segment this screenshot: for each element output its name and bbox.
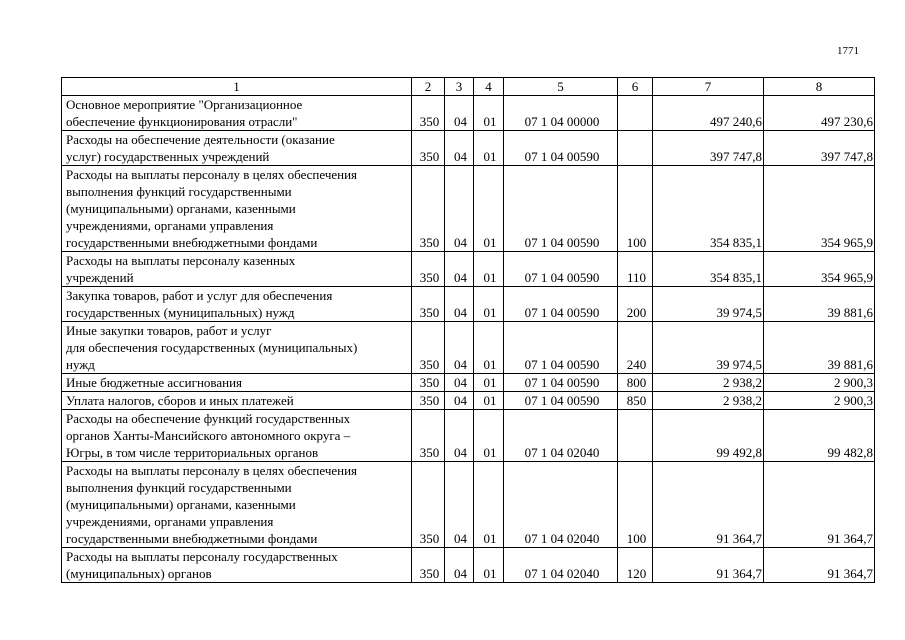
target-article-code: 07 1 04 02040 [504, 410, 618, 462]
ministry-code: 350 [412, 410, 445, 462]
column-header: 2 [412, 78, 445, 96]
target-article-code: 07 1 04 00590 [504, 252, 618, 287]
subsection-code: 01 [474, 96, 504, 131]
subsection-code: 01 [474, 410, 504, 462]
column-header: 7 [653, 78, 764, 96]
expense-name: Расходы на выплаты персоналу в целях обеспечения выполнения функций государственными (муниципальными) органами, казенными учреждениями, органами управления государственными внебюджетными фондами [62, 462, 412, 548]
column-header: 6 [618, 78, 653, 96]
expense-name: Иные закупки товаров, работ и услуг для обеспечения государственных (муниципальных) нужд [62, 322, 412, 374]
amount-col7: 91 364,7 [653, 462, 764, 548]
section-code: 04 [445, 322, 474, 374]
section-code: 04 [445, 287, 474, 322]
amount-col7: 397 747,8 [653, 131, 764, 166]
target-article-code: 07 1 04 00590 [504, 287, 618, 322]
amount-col8: 354 965,9 [764, 252, 875, 287]
expense-type-code [618, 131, 653, 166]
amount-col8: 2 900,3 [764, 392, 875, 410]
column-header: 8 [764, 78, 875, 96]
expense-name: Расходы на выплаты персоналу в целях обеспечения выполнения функций государственными (муниципальными) органами, казенными учреждениями, органами управления государственными внебюджетными фондами [62, 166, 412, 252]
expense-name: Основное мероприятие "Организационное обеспечение функционирования отрасли" [62, 96, 412, 131]
subsection-code: 01 [474, 166, 504, 252]
column-header: 1 [62, 78, 412, 96]
amount-col8: 2 900,3 [764, 374, 875, 392]
ministry-code: 350 [412, 252, 445, 287]
section-code: 04 [445, 166, 474, 252]
table-row [62, 374, 875, 392]
expense-name: Расходы на обеспечение функций государственных органов Ханты-Мансийского автономного округа – Югры, в том числе территориальных органов [62, 410, 412, 462]
table-row [62, 252, 875, 287]
expense-type-code: 100 [618, 166, 653, 252]
page-number: 1771 [837, 45, 859, 57]
expense-type-code [618, 410, 653, 462]
expense-type-code [618, 96, 653, 131]
table-header-row [62, 78, 875, 96]
expense-type-code: 200 [618, 287, 653, 322]
amount-col7: 354 835,1 [653, 166, 764, 252]
amount-col7: 497 240,6 [653, 96, 764, 131]
expense-name: Расходы на выплаты персоналу государственных (муниципальных) органов [62, 548, 412, 583]
section-code: 04 [445, 392, 474, 410]
ministry-code: 350 [412, 96, 445, 131]
ministry-code: 350 [412, 322, 445, 374]
column-header: 4 [474, 78, 504, 96]
table-row [62, 322, 875, 374]
amount-col7: 2 938,2 [653, 392, 764, 410]
expense-name: Иные бюджетные ассигнования [62, 374, 412, 392]
expense-type-code: 110 [618, 252, 653, 287]
section-code: 04 [445, 131, 474, 166]
amount-col8: 397 747,8 [764, 131, 875, 166]
section-code: 04 [445, 96, 474, 131]
target-article-code: 07 1 04 02040 [504, 462, 618, 548]
subsection-code: 01 [474, 252, 504, 287]
ministry-code: 350 [412, 462, 445, 548]
amount-col7: 39 974,5 [653, 287, 764, 322]
section-code: 04 [445, 252, 474, 287]
section-code: 04 [445, 462, 474, 548]
subsection-code: 01 [474, 287, 504, 322]
target-article-code: 07 1 04 00000 [504, 96, 618, 131]
ministry-code: 350 [412, 131, 445, 166]
amount-col8: 99 482,8 [764, 410, 875, 462]
amount-col7: 2 938,2 [653, 374, 764, 392]
amount-col8: 39 881,6 [764, 287, 875, 322]
subsection-code: 01 [474, 374, 504, 392]
table-row [62, 548, 875, 583]
expense-type-code: 850 [618, 392, 653, 410]
amount-col8: 91 364,7 [764, 462, 875, 548]
amount-col8: 91 364,7 [764, 548, 875, 583]
table-row [62, 131, 875, 166]
subsection-code: 01 [474, 131, 504, 166]
target-article-code: 07 1 04 00590 [504, 392, 618, 410]
column-header: 5 [504, 78, 618, 96]
target-article-code: 07 1 04 00590 [504, 131, 618, 166]
amount-col8: 39 881,6 [764, 322, 875, 374]
ministry-code: 350 [412, 166, 445, 252]
target-article-code: 07 1 04 00590 [504, 322, 618, 374]
expense-name: Уплата налогов, сборов и иных платежей [62, 392, 412, 410]
budget-table [61, 77, 875, 583]
subsection-code: 01 [474, 322, 504, 374]
amount-col7: 39 974,5 [653, 322, 764, 374]
expense-type-code: 800 [618, 374, 653, 392]
section-code: 04 [445, 374, 474, 392]
section-code: 04 [445, 410, 474, 462]
target-article-code: 07 1 04 00590 [504, 374, 618, 392]
amount-col7: 91 364,7 [653, 548, 764, 583]
expense-type-code: 120 [618, 548, 653, 583]
expense-name: Расходы на обеспечение деятельности (оказание услуг) государственных учреждений [62, 131, 412, 166]
table-row [62, 462, 875, 548]
expense-name: Закупка товаров, работ и услуг для обеспечения государственных (муниципальных) нужд [62, 287, 412, 322]
table-row [62, 410, 875, 462]
expense-name: Расходы на выплаты персоналу казенных учреждений [62, 252, 412, 287]
amount-col8: 497 230,6 [764, 96, 875, 131]
expense-type-code: 240 [618, 322, 653, 374]
amount-col8: 354 965,9 [764, 166, 875, 252]
ministry-code: 350 [412, 287, 445, 322]
target-article-code: 07 1 04 00590 [504, 166, 618, 252]
amount-col7: 354 835,1 [653, 252, 764, 287]
subsection-code: 01 [474, 462, 504, 548]
ministry-code: 350 [412, 374, 445, 392]
subsection-code: 01 [474, 548, 504, 583]
ministry-code: 350 [412, 392, 445, 410]
table-row [62, 287, 875, 322]
subsection-code: 01 [474, 392, 504, 410]
target-article-code: 07 1 04 02040 [504, 548, 618, 583]
amount-col7: 99 492,8 [653, 410, 764, 462]
section-code: 04 [445, 548, 474, 583]
column-header: 3 [445, 78, 474, 96]
expense-type-code: 100 [618, 462, 653, 548]
ministry-code: 350 [412, 548, 445, 583]
table-row [62, 392, 875, 410]
table-row [62, 166, 875, 252]
table-row [62, 96, 875, 131]
